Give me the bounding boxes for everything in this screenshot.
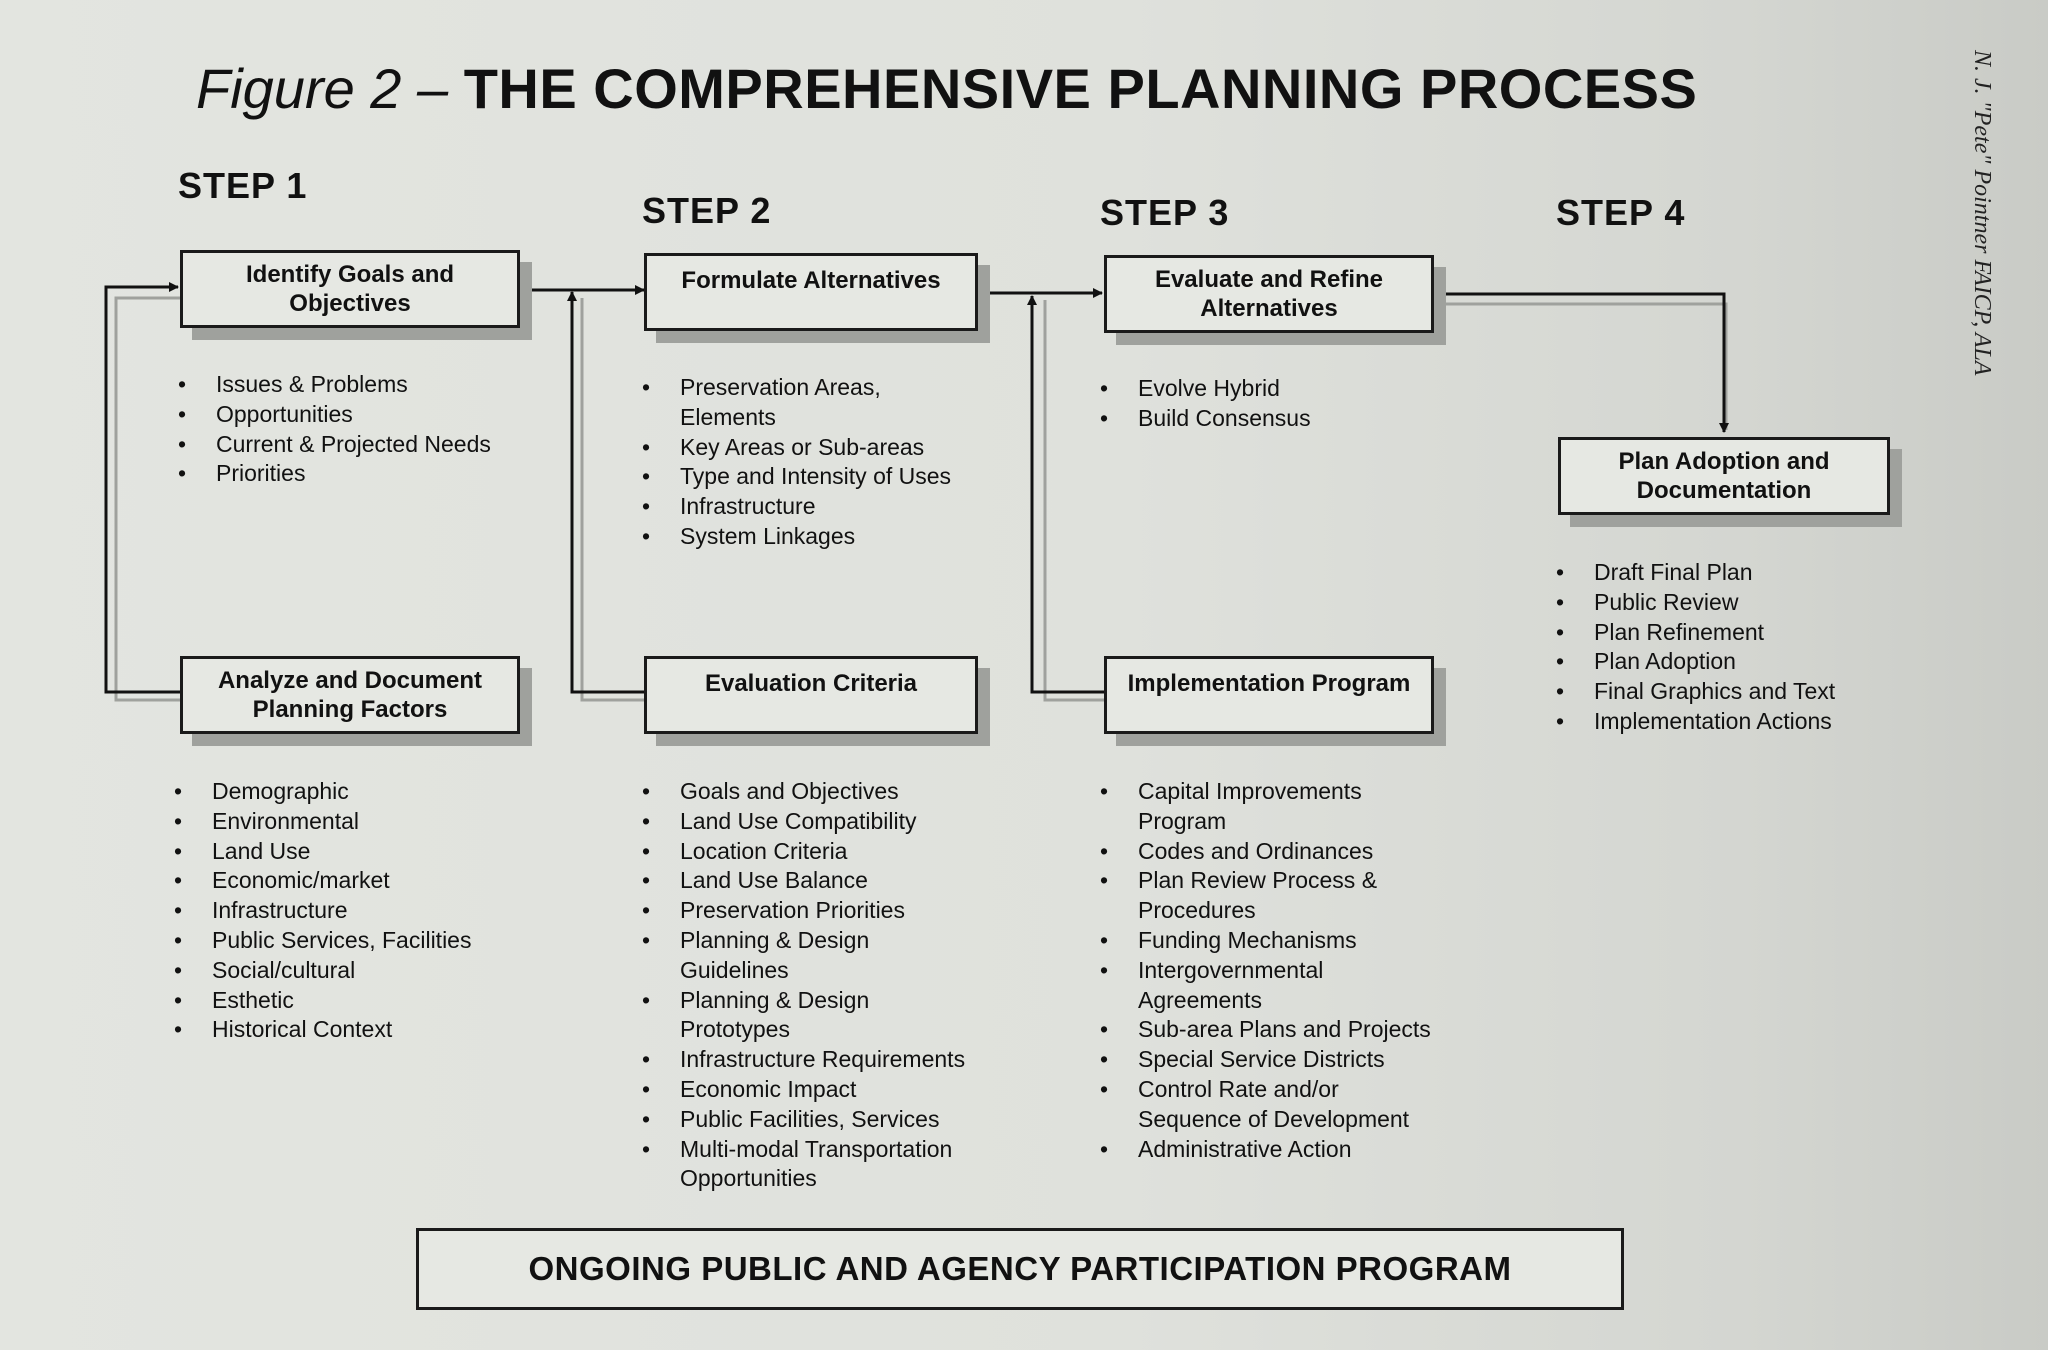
arrow-implementation-to-evaluate	[1032, 296, 1104, 692]
step-3-implementation-items	[1100, 777, 1431, 1164]
figure-number: Figure 2 –	[196, 57, 449, 120]
list-item: • Goals and Objectives	[642, 777, 965, 807]
list-item: • Land Use	[174, 837, 471, 867]
list-item: • Economic Impact	[642, 1075, 965, 1105]
list-item: • Infrastructure	[174, 896, 471, 926]
figure-heading: THE COMPREHENSIVE PLANNING PROCESS	[463, 57, 1698, 120]
step-2-alternative-items	[642, 373, 951, 552]
list-item: • Issues & Problems	[178, 370, 491, 400]
list-item: • Plan Adoption	[1556, 647, 1835, 677]
step-4-label: STEP 4	[1556, 192, 1686, 233]
list-item: • Preservation Priorities	[642, 896, 965, 926]
author-credit: N. J. "Pete" Pointner FAICP, ALA	[1969, 50, 1995, 376]
analyze-factors-box: Analyze and Document Planning Factors	[180, 656, 520, 734]
list-item: • Build Consensus	[1100, 404, 1311, 434]
plan-adoption-box: Plan Adoption and Documentation	[1558, 437, 1890, 515]
step-2-label: STEP 2	[642, 190, 772, 231]
list-item: • Public Review	[1556, 588, 1835, 618]
list-item: • Plan Refinement	[1556, 618, 1835, 648]
arrow-evaluate-to-adoption	[1432, 294, 1724, 432]
list-item: • Land Use Compatibility	[642, 807, 965, 837]
list-item: • Demographic	[174, 777, 471, 807]
list-item: • Environmental	[174, 807, 471, 837]
list-item: • Evolve Hybrid	[1100, 374, 1311, 404]
list-item: • Implementation Actions	[1556, 707, 1835, 737]
list-item: • Funding Mechanisms	[1100, 926, 1431, 956]
step-4-adoption-items	[1556, 558, 1835, 737]
list-item: • Economic/market	[174, 866, 471, 896]
list-item: • Opportunities	[178, 400, 491, 430]
list-item: • Final Graphics and Text	[1556, 677, 1835, 707]
step-1-goal-items	[178, 370, 491, 489]
list-item: • Infrastructure	[642, 492, 951, 522]
list-item: • Sub-area Plans and Projects	[1100, 1015, 1431, 1045]
formulate-alternatives-box: Formulate Alternatives	[644, 253, 978, 331]
step-1-label: STEP 1	[178, 165, 308, 206]
list-item: • System Linkages	[642, 522, 951, 552]
step-3-label: STEP 3	[1100, 192, 1230, 233]
list-item: • Planning & Design Prototypes	[642, 986, 965, 1046]
list-item: • Preservation Areas, Elements	[642, 373, 951, 433]
list-item: • Special Service Districts	[1100, 1045, 1431, 1075]
list-item: • Historical Context	[174, 1015, 471, 1045]
list-item: • Type and Intensity of Uses	[642, 462, 951, 492]
evaluate-refine-box: Evaluate and Refine Alternatives	[1104, 255, 1434, 333]
list-item: • Esthetic	[174, 986, 471, 1016]
list-item: • Infrastructure Requirements	[642, 1045, 965, 1075]
list-item: • Public Services, Facilities	[174, 926, 471, 956]
list-item: • Current & Projected Needs	[178, 430, 491, 460]
list-item: • Priorities	[178, 459, 491, 489]
step-1-factor-items	[174, 777, 471, 1045]
list-item: • Control Rate and/or Sequence of Development	[1100, 1075, 1431, 1135]
list-item: • Plan Review Process & Procedures	[1100, 866, 1431, 926]
list-item: • Intergovernmental Agreements	[1100, 956, 1431, 1016]
evaluation-criteria-box: Evaluation Criteria	[644, 656, 978, 734]
step-3-refine-items	[1100, 374, 1311, 434]
list-item: • Codes and Ordinances	[1100, 837, 1431, 867]
list-item: • Capital Improvements Program	[1100, 777, 1431, 837]
step-2-criteria-items	[642, 777, 965, 1194]
list-item: • Public Facilities, Services	[642, 1105, 965, 1135]
list-item: • Multi-modal Transportation Opportunities	[642, 1135, 965, 1195]
list-item: • Key Areas or Sub-areas	[642, 433, 951, 463]
list-item: • Social/cultural	[174, 956, 471, 986]
list-item: • Location Criteria	[642, 837, 965, 867]
list-item: • Land Use Balance	[642, 866, 965, 896]
list-item: • Planning & Design Guidelines	[642, 926, 965, 986]
list-item: • Draft Final Plan	[1556, 558, 1835, 588]
implementation-program-box: Implementation Program	[1104, 656, 1434, 734]
identify-goals-box: Identify Goals and Objectives	[180, 250, 520, 328]
participation-program-banner: ONGOING PUBLIC AND AGENCY PARTICIPATION PROGRAM	[416, 1228, 1624, 1310]
list-item: • Administrative Action	[1100, 1135, 1431, 1165]
